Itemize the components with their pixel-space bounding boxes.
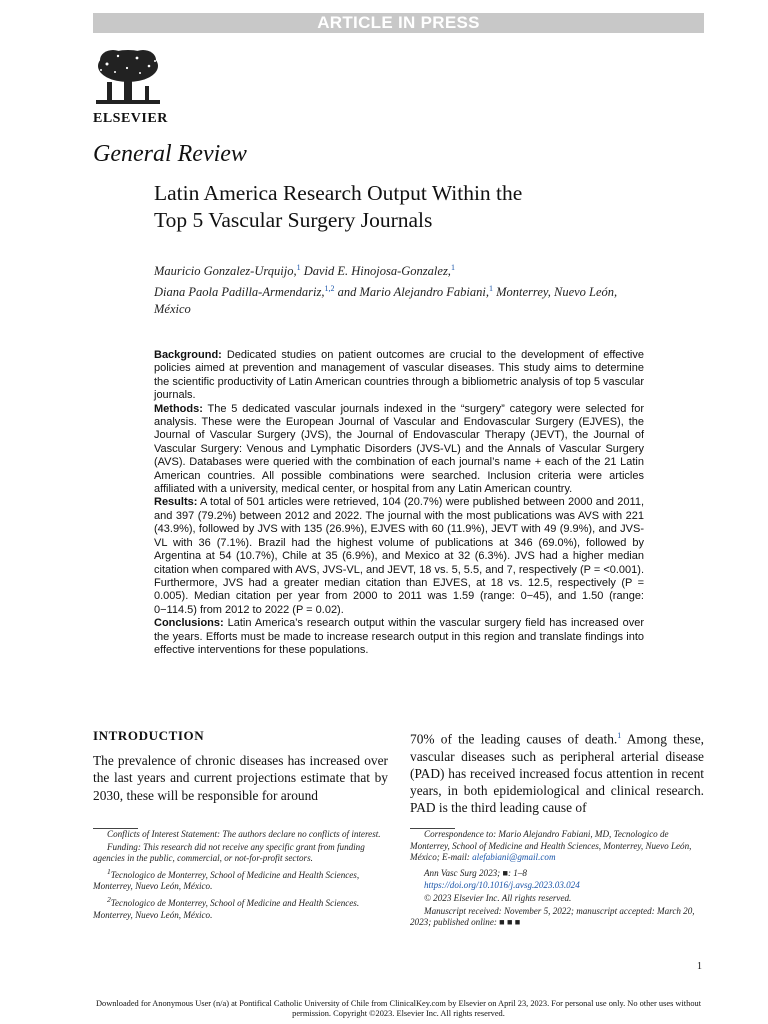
- results-label: Results:: [154, 496, 198, 509]
- author-3: Diana Paola Padilla-Armendariz,: [154, 285, 325, 300]
- methods-text: The 5 dedicated vascular journals indexed in the “surgery” category were selected for analysis. These were the European Journal of Vascular and Endovascular Surgery (EJVES), the Journal of Vascular Surgery (JVS), the Journal of Endovascular Therapy (JEVT), the Journal of Vascular Surgery: Venous and Lymphatic Disorders (JVS-VL) and the Annals of Vascular Surgery (AVS). Databases were queried with the combination of each journal’s name + each of the 21 Latin American countries. All possible combinations were searched. Inclusion criteria were articles affiliated with a university, medical center, or hospital from any Latin American country.: [154, 402, 644, 496]
- methods-label: Methods:: [154, 402, 203, 415]
- manuscript-dates-text: Manuscript received: November 5, 2022; manuscript accepted: March 20, 2023; published online:: [410, 905, 695, 928]
- citation-text-a: Ann Vasc Surg 2023;: [424, 867, 503, 878]
- article-in-press-banner: ARTICLE IN PRESS: [93, 13, 704, 33]
- intro-paragraph-right: [410, 727, 704, 816]
- results-text: A total of 501 articles were retrieved, 104 (20.7%) were published between 2000 and 2011, and 397 (79.2%) between 2012 and 2022. The journal with the most publications was AVS with 221 (43.9%), followed by JVS with 135 (26.9%), EJVES with 60 (11.9%), JEVT with 49 (9.9%), and JVS-VL with 36 (7.1%). Brazil had the highest volume of publications at 346 (69.0%), followed by Argentina at 54 (10.7%), Chile at 35 (6.9%), and Mexico at 32 (6.3%). JVS had a higher median citation when compared with AVS, JVS-VL, and JEVT, 18 vs. 5, 5.5, and 7, respectively (P = <0.001). Furthermore, JVS had a greater median citation than EJVES, at 18 vs. 12.5, respectively (P = 0.005). Median citation per year from 2000 to 2011 was 1.59 (range: 0−45), and 1.50 (range: 0−114.5) from 2012 to 2022 (P = 0.02).: [154, 496, 644, 616]
- intro-right-text-b: Among these, vascular diseases such as peripheral arterial disease (PAD) has received increased focus attention in recent years, in both epidemiological and clinical research. PAD is the third leading cause of: [410, 731, 704, 816]
- body-column-right: [410, 727, 704, 816]
- section-label: General Review: [93, 141, 247, 167]
- author-2-affiliation[interactable]: 1: [450, 263, 455, 272]
- affiliation-1-text: Tecnologico de Monterrey, School of Medicine and Health Sciences, Monterrey, Nuevo León, México.: [93, 869, 360, 892]
- doi-link[interactable]: https://doi.org/10.1016/j.avsg.2023.03.024: [424, 880, 580, 891]
- author-4-affiliation[interactable]: 1: [489, 284, 493, 294]
- article-title: [154, 180, 674, 234]
- funding-note: Funding: This research did not receive any specific grant from funding agencies in the public, commercial, or not-for-profit sectors.: [93, 841, 365, 864]
- publisher-name: ELSEVIER: [93, 111, 168, 126]
- published-date-placeholder: ■ ■ ■: [499, 917, 521, 928]
- correspondence-note: [410, 829, 704, 864]
- manuscript-dates: [410, 906, 704, 929]
- author-country: México: [154, 302, 191, 317]
- author-4: and Mario Alejandro Fabiani,: [334, 285, 489, 300]
- author-location: Monterrey, Nuevo León,: [493, 285, 618, 300]
- citation-volume-placeholder: ■: [502, 867, 508, 878]
- footnotes-left: [93, 829, 388, 922]
- affiliation-1: [93, 866, 388, 893]
- citation-text-b: : 1–8: [507, 867, 527, 878]
- affiliation-1-marker: 1: [107, 866, 111, 876]
- author-1: Mauricio Gonzalez-Urquijo,: [154, 264, 297, 279]
- abstract: [154, 349, 644, 657]
- background-text: Dedicated studies on patient outcomes are crucial to the development of effective policies aimed at prevention and management of vascular diseases. This study aims to determine the scientific productivity of Latin American countries through a bibliometric analysis of top 5 vascular journals.: [154, 349, 644, 402]
- page-number: 1: [697, 961, 702, 972]
- download-footer: Downloaded for Anonymous User (n/a) at Pontifical Catholic University of Chile from ClinicalKey.com by Elsevier on April 23, 2023. For personal use only. No other uses without permission. Copyright ©2023. Elsevier Inc. All rights reserved.: [95, 999, 702, 1018]
- copyright-line: © 2023 Elsevier Inc. All rights reserved.: [424, 892, 572, 903]
- author-list: [154, 259, 654, 318]
- conclusions-text: Latin America’s research output within the vascular surgery field has increased over the years. Efforts must be made to increase research output in this region and translate findings into effective interventions for these populations.: [154, 617, 644, 656]
- abstract-conclusions: [154, 617, 644, 657]
- author-1-affiliation[interactable]: 1: [296, 263, 301, 272]
- correspondence-text: Correspondence to: Mario Alejandro Fabiani, MD, Tecnologico de Monterrey, School of Medicine and Health Sciences, Monterrey, Nuevo León, México; E-mail:: [410, 829, 692, 863]
- intro-right-text-a: 70% of the leading causes of death.: [410, 731, 618, 747]
- background-label: Background:: [154, 349, 222, 361]
- abstract-methods: [154, 403, 644, 497]
- correspondence-email-link[interactable]: alefabiani@gmail.com: [472, 852, 556, 863]
- affiliation-2-text: Tecnologico de Monterrey, School of Medicine and Health Sciences. Monterrey, Nuevo León, México.: [93, 898, 360, 920]
- intro-paragraph-left: The prevalence of chronic diseases has increased over the last years and current projections estimate that by 2030, these will be responsible for around: [93, 753, 388, 803]
- affiliation-2: [93, 894, 388, 921]
- author-2: David E. Hinojosa-Gonzalez,: [300, 264, 451, 279]
- citation-line: [410, 868, 704, 880]
- conflicts-note: Conflicts of Interest Statement: The authors declare no conflicts of interest.: [107, 829, 381, 839]
- affiliation-2-marker: 2: [107, 895, 111, 904]
- author-3-affiliation[interactable]: 1,2: [324, 284, 335, 294]
- title-line-2: Top 5 Vascular Surgery Journals: [154, 208, 433, 232]
- introduction-heading: INTRODUCTION: [93, 728, 205, 743]
- abstract-results: [154, 496, 644, 617]
- footnotes-right: [410, 829, 704, 930]
- body-column-left: [93, 727, 388, 804]
- abstract-background: [154, 349, 644, 403]
- title-line-1: Latin America Research Output Within the: [154, 181, 523, 205]
- conclusions-label: Conclusions:: [154, 617, 224, 630]
- doi-line: [410, 880, 704, 892]
- reference-1-link[interactable]: 1: [617, 731, 622, 740]
